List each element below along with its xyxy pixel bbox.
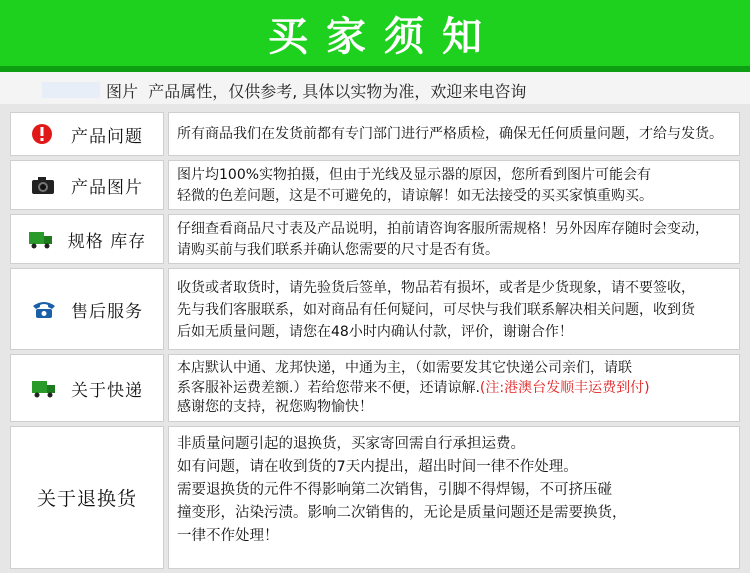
- row-text-line: 一律不作处理！: [177, 528, 279, 544]
- row-text-line: 图片均100%实物拍摄，但由于光线及显示器的原因，您所看到图片可能会有: [177, 167, 652, 183]
- info-row-shipping: [0, 354, 750, 422]
- banner-title: 买家须知: [268, 13, 500, 60]
- row-text: 系客服补运费差额.）若给您带来不便，还请谅解.: [177, 379, 480, 396]
- row-text-line: 仔细查看商品尺寸表及产品说明，拍前请咨询客服所需规格！另外因库存随时会变动，: [177, 221, 709, 237]
- row-text-line: 收货或者取货时，请先验货后签单，物品若有损坏，或者是少货现象，请不要签收，: [177, 280, 695, 296]
- truck-icon: [28, 228, 54, 250]
- row-label-cell: [10, 112, 164, 156]
- row-label: 售后服务: [71, 301, 143, 322]
- notice-prefix-box: [42, 82, 100, 98]
- row-text-line: 需要退换货的元件不得影响第二次销售，引脚不得焊锡，不可挤压碰: [177, 482, 612, 498]
- row-text-line: 请购买前与我们联系并确认您需要的尺寸是否有货。: [177, 241, 499, 258]
- row-content-cell: [168, 426, 740, 569]
- info-row-spec-stock: [0, 214, 750, 264]
- row-label: 产品问题: [71, 126, 143, 147]
- row-label-cell: [10, 268, 164, 350]
- row-content-cell: [168, 354, 740, 422]
- notice-prefix: 图片: [106, 82, 139, 101]
- row-label: 关于快递: [71, 380, 143, 401]
- row-label-cell: [10, 354, 164, 422]
- info-row-product-issue: [0, 112, 750, 156]
- row-label: 规格 库存: [67, 231, 147, 252]
- row-text-line: 轻微的色差问题，这是不可避免的，请谅解！如无法接受的买买家慎重购买。: [177, 187, 653, 204]
- camera-icon: [31, 174, 57, 196]
- row-label: 产品图片: [71, 177, 143, 198]
- row-text-line-with-note: [177, 379, 731, 399]
- row-text-line: 本店默认中通、龙邦快递，中通为主，（如需要发其它快递公司亲们，请联: [177, 360, 632, 376]
- exclamation-icon: [31, 123, 57, 145]
- row-content-cell: [168, 268, 740, 350]
- row-label-cell: [10, 426, 164, 569]
- row-content-cell: [168, 160, 740, 210]
- row-text-line: 撞变形，沾染污渍。影响二次销售的，无论是质量问题还是需要换货，: [177, 505, 627, 521]
- header-banner: [0, 0, 750, 66]
- row-content-cell: [168, 112, 740, 156]
- notice-line: [106, 79, 526, 102]
- info-row-after-sales: [0, 268, 750, 350]
- row-text-line: 所有商品我们在发货前都有专门部门进行严格质检，确保无任何质量问题，才给与发货。: [177, 126, 723, 142]
- notice-text: 产品属性，仅供参考, 具体以实物为准，欢迎来电咨询: [148, 82, 527, 101]
- row-content-cell: [168, 214, 740, 264]
- row-text-line: 后如无质量问题，请您在48小时内确认付款，评价，谢谢合作！: [177, 324, 573, 340]
- info-row-product-images: [0, 160, 750, 210]
- shipping-note: (注:港澳台发顺丰运费到付): [479, 379, 650, 396]
- row-text-line: 感谢您的支持，祝您购物愉快！: [177, 399, 373, 415]
- row-label-cell: [10, 214, 164, 264]
- row-text-line: 先与我们客服联系，如对商品有任何疑问，可尽快与我们联系解决相关问题，收到货: [177, 302, 695, 318]
- phone-icon: [31, 298, 57, 320]
- row-text-line: 非质量问题引起的退换货，买家寄回需自行承担运费。: [177, 436, 525, 452]
- truck-icon: [31, 377, 57, 399]
- row-text-line: 如有问题，请在收到货的7天内提出，超出时间一律不作处理。: [177, 459, 578, 475]
- row-label-cell: [10, 160, 164, 210]
- info-row-returns: [0, 426, 750, 569]
- row-label: 关于退换货: [36, 488, 137, 510]
